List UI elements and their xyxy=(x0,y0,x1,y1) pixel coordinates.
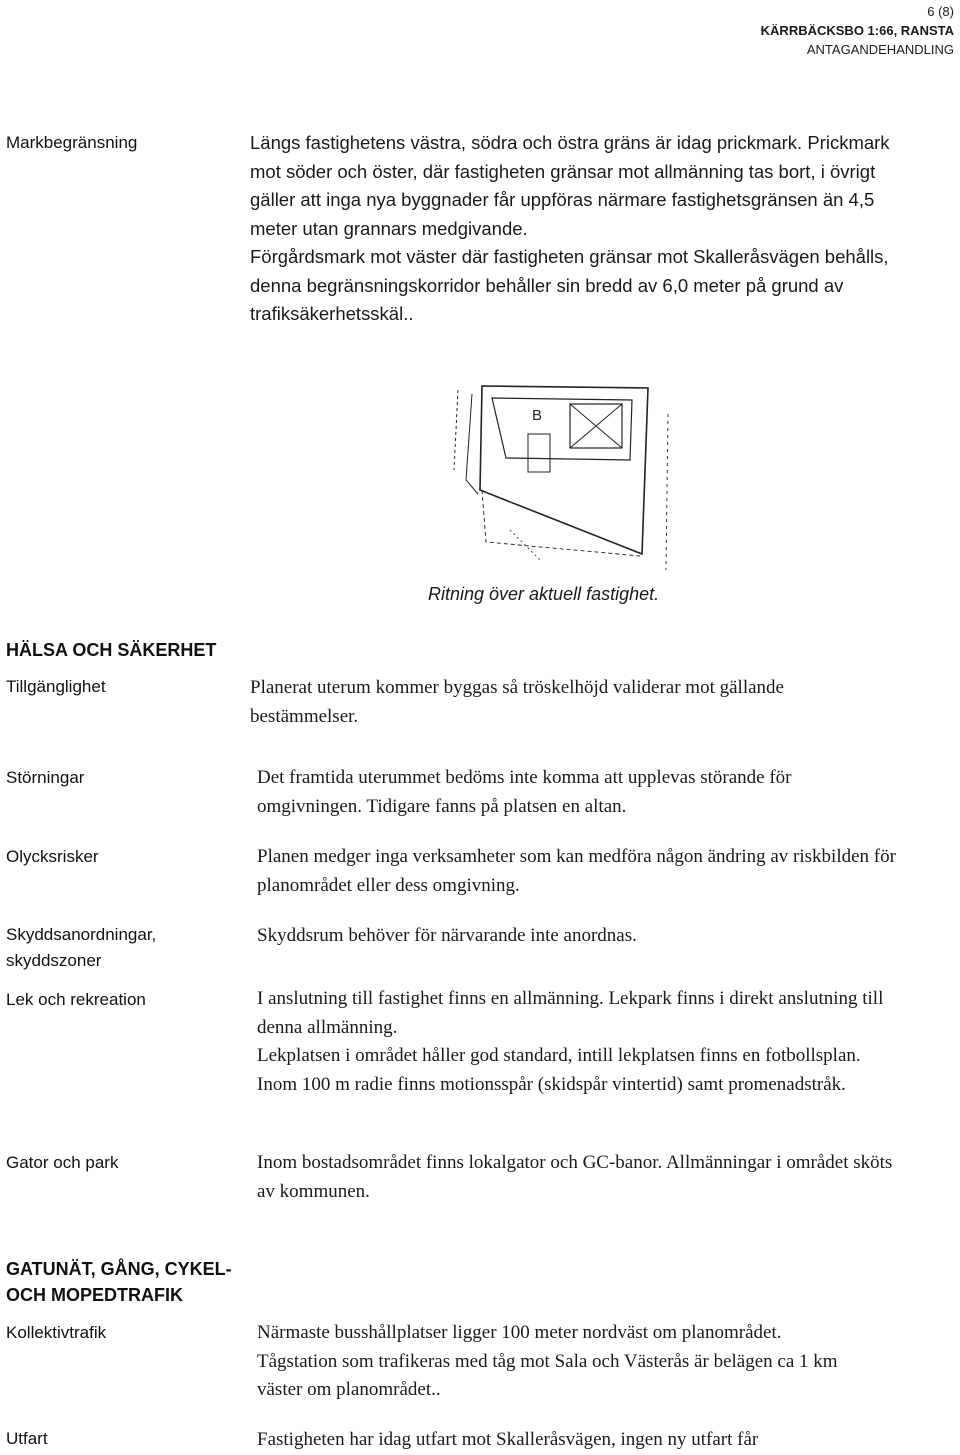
utfart-label: Utfart xyxy=(6,1429,48,1448)
olycksrisker-text: Planen medger inga verksamheter som kan medföra någon ändring av riskbilden för planområdet eller dess omgivning. xyxy=(257,846,896,896)
storningar-label: Störningar xyxy=(6,768,85,787)
gator-park-label: Gator och park xyxy=(6,1153,119,1172)
document-type: ANTAGANDEHANDLING xyxy=(806,42,954,57)
lek-rekreation-text xyxy=(257,985,897,1099)
section-heading-halsa: HÄLSA OCH SÄKERHET xyxy=(6,640,217,660)
tillganglighet-text: Planerat uterum kommer byggas så tröskelhöjd validerar mot gällande bestämmelser. xyxy=(250,677,784,727)
markbegransning-paragraph-1: Längs fastighetens västra, södra och östra gräns är idag prickmark. Prickmark mot söder och öster, där fastigheten gränsar mot allmänning tas bort, i övrigt gäller att inga nya byggnader får uppföras närmare fastighetsgränsen än 4,5 meter utan grannars medgivande. xyxy=(250,132,890,239)
property-drawing xyxy=(420,360,720,580)
kollektivtrafik-label: Kollektivtrafik xyxy=(6,1323,107,1342)
gator-park-text: Inom bostadsområdet finns lokalgator och GC-banor. Allmänningar i området sköts av kommunen. xyxy=(257,1152,893,1202)
skyddsanordningar-label: Skyddsanordningar, skyddszoner xyxy=(6,925,157,970)
building-outline xyxy=(492,398,632,460)
page-number: 6 (8) xyxy=(927,4,954,19)
storningar-text: Det framtida uterummet bedöms inte komma att upplevas störande för omgivningen. Tidigare fanns på platsen en altan. xyxy=(257,767,792,817)
markbegransning-label: Markbegränsning xyxy=(6,133,138,152)
figure-caption: Ritning över aktuell fastighet. xyxy=(428,584,660,604)
tillganglighet-label: Tillgänglighet xyxy=(6,677,106,696)
utfart-text: Fastigheten har idag utfart mot Skalleråsvägen, ingen ny utfart får xyxy=(257,1429,759,1450)
project-name: KÄRRBÄCKSBO 1:66, RANSTA xyxy=(760,23,954,38)
page-header xyxy=(761,2,954,59)
markbegransning-paragraph-2: Förgårdsmark mot väster där fastigheten gränsar mot Skalleråsvägen behålls, denna begränsningskorridor behåller sin bredd av 6,0 meter på grund av trafiksäkerhetsskäl.. xyxy=(250,246,889,324)
drawing-label-b: B xyxy=(532,407,543,424)
markbegransning-text xyxy=(250,129,890,329)
lek-paragraph-1: I anslutning till fastighet finns en allmänning. Lekpark finns i direkt anslutning till denna allmänning. xyxy=(257,988,884,1038)
section-heading-gatunat: GATUNÄT, GÅNG, CYKEL- OCH MOPEDTRAFIK xyxy=(6,1259,232,1305)
lek-rekreation-label: Lek och rekreation xyxy=(6,990,146,1009)
property-boundary xyxy=(480,386,648,554)
olycksrisker-label: Olycksrisker xyxy=(6,847,99,866)
lek-paragraph-2: Lekplatsen i området håller god standard, intill lekplatsen finns en fotbollsplan. Inom 100 m radie finns motionsspår (skidspår vintertid) samt promenadstråk. xyxy=(257,1045,861,1095)
skyddsanordningar-text: Skyddsrum behöver för närvarande inte anordnas. xyxy=(257,925,637,946)
kollektivtrafik-text: Närmaste busshållplatser ligger 100 meter nordväst om planområdet. Tågstation som trafikeras med tåg mot Sala och Västerås är belägen ca 1 km väster om planområdet.. xyxy=(257,1322,838,1400)
